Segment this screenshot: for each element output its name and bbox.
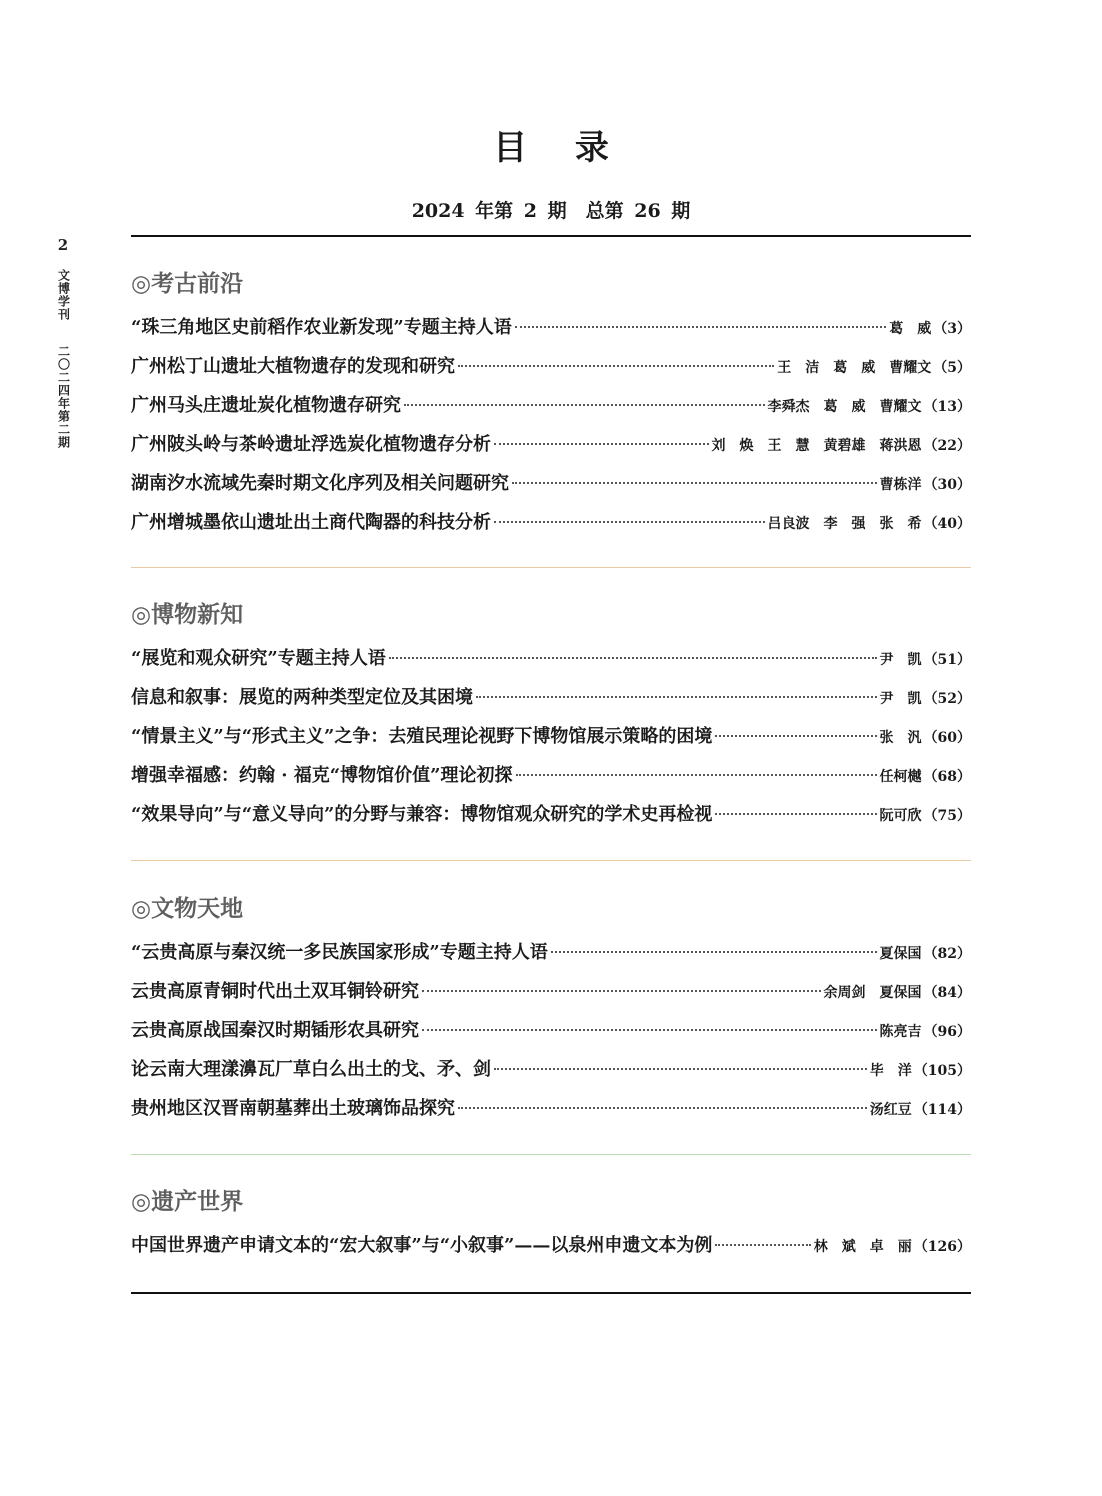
top-rule [131,235,971,237]
entry-author: 毕 洋 [869,1063,912,1079]
entry-page: （5） [933,360,971,376]
entry-page: （13） [923,399,971,415]
entry-author: 张 汎 [879,730,922,746]
entry-title: 云贵高原战国秦汉时期锸形农具研究 [131,1020,419,1041]
dot-leader [494,1068,867,1070]
entry-author: 尹 凯 [879,691,922,707]
entry-title: 中国世界遗产申请文本的“宏大叙事”与“小叙事”——以泉州申遗文本为例 [131,1235,713,1256]
entry-page: （30） [923,477,971,493]
dot-leader [458,1107,867,1109]
entry-title: “展览和观众研究”专题主持人语 [131,648,386,669]
section-heading: ◎文物天地 [131,895,244,922]
toc-entry[interactable] [131,686,971,725]
entry-title: 贵州地区汉晋南朝墓葬出土玻璃饰品探究 [131,1098,455,1119]
entry-page: （105） [913,1063,971,1079]
entry-page: （75） [923,808,971,824]
entry-title: 信息和叙事：展览的两种类型定位及其困境 [131,687,473,708]
entry-title: “珠三角地区史前稻作农业新发现”专题主持人语 [131,317,512,338]
entry-author: 任柯樾 [879,769,922,785]
section-divider [131,860,971,861]
entry-title: 增强幸福感：约翰 · 福克“博物馆价值”理论初探 [131,765,513,786]
bottom-rule [131,1292,971,1294]
entry-author: 李舜杰 葛 威 曹耀文 [767,399,922,415]
entry-title: “效果导向”与“意义导向”的分野与兼容：博物馆观众研究的学术史再检视 [131,804,713,825]
entry-author: 曹栋洋 [879,477,922,493]
entry-page: （126） [913,1239,971,1255]
toc-entry[interactable] [131,433,971,472]
entry-author: 王 洁 葛 威 曹耀文 [777,360,932,376]
dot-leader [715,735,876,737]
toc-entry[interactable] [131,764,971,803]
dot-leader [715,813,876,815]
entry-page: （114） [913,1102,971,1118]
entry-author: 尹 凯 [879,652,922,668]
entry-author: 陈亮吉 [879,1024,922,1040]
dot-leader [515,326,887,328]
entry-page: （40） [923,516,971,532]
entry-author: 汤红豆 [869,1102,912,1118]
entry-title: “情景主义”与“形式主义”之争：去殖民理论视野下博物馆展示策略的困境 [131,726,713,747]
toc-entry[interactable] [131,1097,971,1136]
dot-leader [476,696,877,698]
toc-entry[interactable] [131,394,971,433]
dot-leader [494,521,765,523]
entry-title: 云贵高原青铜时代出土双耳铜铃研究 [131,981,419,1002]
entry-author: 余周剑 夏保国 [823,985,922,1001]
entry-page: （51） [923,652,971,668]
entry-author: 阮可欣 [879,808,922,824]
dot-leader [715,1244,810,1246]
entry-author: 葛 威 [889,321,932,337]
page-title: 目 录 [493,128,627,168]
entry-title: “云贵高原与秦汉统一多民族国家形成”专题主持人语 [131,942,548,963]
entry-title: 论云南大理漾濞瓦厂草白么出土的戈、矛、剑 [131,1059,491,1080]
entry-author: 林 斌 卓 丽 [813,1239,912,1255]
dot-leader [516,774,877,776]
toc-entry[interactable] [131,941,971,980]
toc-entry[interactable] [131,725,971,764]
entry-author: 夏保国 [879,946,922,962]
side-strip [50,238,76,449]
issue-line: 2024 年第 2 期 总第 26 期 [411,200,691,222]
dot-leader [551,951,877,953]
dot-leader [458,365,774,367]
entry-page: （52） [923,691,971,707]
entry-page: （96） [923,1024,971,1040]
entry-title: 广州陂头岭与茶岭遗址浮选炭化植物遗存分析 [131,434,491,455]
dot-leader [389,657,877,659]
entry-page: （84） [923,985,971,1001]
entry-page: （3） [933,321,971,337]
toc-entry[interactable] [131,980,971,1019]
dot-leader [422,990,821,992]
section-relics [131,891,971,1136]
entry-page: （22） [923,438,971,454]
section-heading: ◎考古前沿 [131,270,244,297]
entry-title: 广州松丁山遗址大植物遗存的发现和研究 [131,356,455,377]
section-heritage [131,1184,971,1273]
toc-entry[interactable] [131,316,971,355]
entry-title: 广州马头庄遗址炭化植物遗存研究 [131,395,401,416]
section-divider [131,1154,971,1155]
journal-name-vertical: 文博学刊 [56,269,71,321]
dot-leader [422,1029,877,1031]
section-museum [131,597,971,842]
entry-title: 湖南汐水流域先秦时期文化序列及相关问题研究 [131,473,509,494]
section-archaeology [131,266,971,550]
section-heading: ◎遗产世界 [131,1188,244,1215]
toc-entry[interactable] [131,1019,971,1058]
dot-leader [512,482,877,484]
toc-entry[interactable] [131,1234,971,1273]
section-heading: ◎博物新知 [131,601,244,628]
entry-author: 吕良波 李 强 张 希 [767,516,922,532]
toc-entry[interactable] [131,472,971,511]
toc-entry[interactable] [131,1058,971,1097]
section-divider [131,567,971,568]
entry-page: （60） [923,730,971,746]
toc-entry[interactable] [131,355,971,394]
entry-title: 广州增城墨依山遗址出土商代陶器的科技分析 [131,512,491,533]
entry-author: 刘 焕 王 慧 黄碧雄 蒋洪恩 [711,438,922,454]
issue-vertical: 二〇二四年第二期 [56,345,71,449]
toc-entry[interactable] [131,647,971,686]
toc-entry[interactable] [131,511,971,550]
page-number: 2 [57,236,69,254]
entry-page: （82） [923,946,971,962]
dot-leader [404,404,765,406]
entry-page: （68） [923,769,971,785]
dot-leader [494,443,709,445]
toc-entry[interactable] [131,803,971,842]
